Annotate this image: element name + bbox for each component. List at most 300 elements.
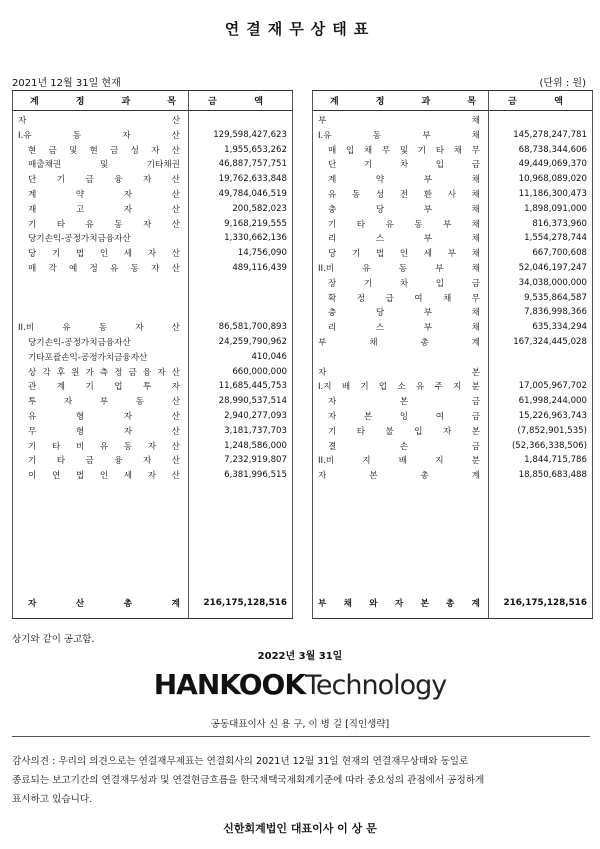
account-name-part: 자 [63, 397, 73, 408]
table-row [312, 365, 593, 379]
account-name-part: 기 [351, 249, 361, 260]
account-name-part: 채 [471, 249, 480, 260]
table-row [312, 113, 593, 127]
account-name-part: 총 [420, 338, 429, 348]
account-name-part: 자 [123, 204, 133, 215]
header-char: 계 [30, 97, 39, 107]
account-label [12, 144, 184, 156]
account-name-part: 타 [56, 456, 66, 467]
account-label [12, 395, 184, 407]
account-label [312, 410, 484, 422]
account-name-part: 총 [446, 599, 455, 609]
account-name-part: 금 [110, 145, 119, 156]
account-name-part: 기 [328, 426, 337, 437]
account-label [312, 469, 484, 481]
account-name-part: 급 [385, 293, 394, 304]
account-name-part: 손 [399, 441, 409, 452]
account-amount: 14,756,090 [237, 248, 287, 259]
account-name-part: 동 [351, 190, 361, 200]
account-name-part: 가 [85, 367, 94, 378]
table-row [12, 246, 293, 260]
account-amount: 1,330,662,136 [224, 233, 287, 244]
account-amount: 18,850,683,488 [518, 470, 587, 481]
account-name-part: 입 [414, 426, 423, 437]
account-name-part: 기 [363, 278, 373, 289]
account-name-part: 법 [75, 471, 85, 482]
account-amount: 667,700,608 [532, 248, 587, 259]
table-row [312, 246, 593, 260]
account-name-part: 융 [114, 175, 123, 186]
account-name-part: 본 [471, 426, 480, 437]
account-name-part: 인 [99, 471, 109, 482]
account-name-part: 동 [372, 130, 382, 141]
account-name-part: 본 [420, 599, 429, 609]
ceo-line: 공동대표이사 신 용 구, 이 병 길 [직인생략] [210, 719, 390, 730]
account-amount: 129,598,427,623 [213, 129, 287, 140]
account-name-part: 금 [471, 441, 480, 452]
account-name-part: 채 [471, 175, 480, 186]
account-name-part: 부 [442, 219, 452, 230]
account-name-part: 채 [442, 293, 452, 304]
account-name-part: 기 [51, 249, 61, 260]
account-name-part: 채 [369, 338, 378, 348]
account-amount: 49,449,069,370 [518, 159, 587, 170]
account-name-part: 계 [471, 471, 480, 482]
account-name-part: 부 [423, 204, 433, 215]
account-name-part: 예 [69, 264, 78, 274]
table-row [12, 143, 293, 157]
account-amount: 49,784,046,519 [218, 189, 287, 199]
account-name-part: 재 [28, 204, 37, 215]
account-label [12, 440, 184, 452]
account-label [12, 410, 184, 422]
account-name-part: 매출채권 [28, 160, 62, 171]
table-row [12, 379, 293, 393]
account-label [312, 380, 484, 392]
account-name-part: 유 [28, 412, 37, 422]
account-name-part: 지 [435, 456, 444, 467]
account-name-part: 무 [471, 293, 480, 304]
table-row [312, 172, 593, 186]
header-char: 액 [254, 97, 263, 107]
account-label [312, 144, 484, 156]
account-name-part: 채 [471, 234, 480, 245]
account-label [12, 173, 184, 185]
account-name-part: 비 [75, 441, 85, 452]
table-row [12, 128, 293, 142]
account-name-part: 산 [171, 456, 180, 467]
table-row [312, 379, 593, 393]
account-label [12, 188, 184, 200]
account-amount: 145,278,247,781 [513, 129, 587, 140]
table-row [312, 231, 593, 245]
account-label [12, 425, 184, 437]
section-label-part: 본 [471, 367, 480, 378]
account-name-part: 계 [471, 599, 480, 609]
account-name-part: 채 [471, 190, 480, 200]
account-name-part: 차 [399, 278, 409, 289]
account-name-part: 자 [142, 219, 152, 230]
table-row [312, 217, 593, 231]
account-amount: 2,940,277,093 [224, 411, 287, 421]
table-header [12, 91, 293, 111]
account-name-part: 자 [123, 190, 133, 200]
account-name-part: 인 [399, 249, 409, 260]
account-amount: (7,852,901,535) [517, 425, 587, 436]
account-name-part: 금 [471, 278, 480, 289]
account-name-part: 채 [471, 323, 480, 334]
header-char: 계 [330, 97, 339, 107]
account-name-part: 연 [51, 471, 61, 482]
account-name-part: 정 [356, 293, 366, 304]
audit-line: 감사의견 : 우리의 의견으로는 연결재무제표는 연결회사의 2021년 12월 31일 현재의 연결재무상태와 동일로 [12, 756, 469, 767]
account-name-part: 성 [130, 145, 139, 156]
account-name-part: 약 [75, 190, 85, 200]
table-row [312, 409, 593, 423]
table-row [12, 335, 293, 349]
account-name-part: 산 [171, 130, 180, 141]
account-amount: 1,898,091,000 [524, 203, 587, 214]
account-name-part: 산 [171, 426, 180, 437]
account-name-part: 확 [328, 293, 337, 304]
account-name-part: 부 [435, 264, 444, 274]
account-name-part: 부 [99, 397, 109, 408]
account-amount: 17,005,967,702 [518, 381, 587, 392]
table-row [312, 320, 593, 334]
account-name-part: 유 [110, 264, 119, 274]
account-amount: 1,844,715,786 [524, 455, 587, 466]
account-name-part: 이 [28, 471, 37, 482]
account-name-part: 산 [171, 412, 180, 422]
assets-total-row [12, 596, 293, 610]
account-name-part: 기 [28, 219, 37, 230]
total-amount: 216,175,128,516 [203, 598, 287, 608]
account-label [12, 351, 184, 363]
account-name-part: 매 [328, 145, 337, 156]
account-name-part: 정 [89, 264, 98, 274]
account-name-part: 성 [375, 190, 385, 200]
account-name-part: II.비 [18, 323, 35, 334]
account-name-part: 자 [122, 130, 131, 141]
account-name-part: 무 [28, 426, 37, 437]
table-row [312, 305, 593, 319]
account-name-part: 금 [85, 175, 94, 186]
account-name-part: 입 [345, 145, 355, 156]
account-name-part: 지 [362, 456, 371, 467]
account-name-part: 원 [71, 367, 80, 378]
account-label [312, 188, 484, 200]
account-name-part: 금 [471, 397, 480, 408]
table-row [12, 157, 293, 171]
account-name-part: 무 [471, 145, 480, 156]
account-amount: 68,738,344,606 [518, 144, 587, 155]
account-label [12, 218, 184, 230]
table-row [12, 276, 293, 290]
header-char: 과 [121, 97, 131, 107]
account-name-part: 와 [369, 599, 378, 609]
account-name-part: 산 [75, 599, 85, 609]
header-char: 목 [167, 97, 176, 107]
account-name-part: 투 [142, 382, 152, 393]
account-label [312, 306, 484, 318]
account-label [12, 454, 184, 466]
account-label [312, 277, 484, 289]
account-name-part: 소 [397, 382, 406, 393]
table-row [312, 202, 593, 216]
account-name-part: 및 [69, 145, 78, 156]
account-name-part: 자 [151, 145, 160, 156]
report-date: 2021년 12월 31일 현재 [12, 78, 121, 89]
account-name-part: 자 [147, 471, 156, 482]
table-row [12, 113, 293, 127]
account-name-part: 스 [375, 323, 385, 334]
account-name-part: 당 [328, 249, 337, 260]
account-name-part: 동 [72, 130, 82, 141]
company-logo [0, 668, 600, 701]
account-name-part: 및 [99, 160, 109, 171]
section-label-part: 자 [18, 116, 27, 126]
account-name-part: 계 [56, 382, 66, 393]
account-name-part: 입 [435, 278, 445, 289]
account-label [12, 232, 184, 244]
account-amount: 28,990,537,514 [218, 396, 287, 407]
account-amount: 3,181,737,703 [224, 425, 287, 436]
account-amount: 1,955,653,262 [224, 144, 287, 155]
account-name-part: 타 [56, 219, 66, 230]
account-amount: 61,998,244,000 [518, 396, 587, 407]
account-amount: 200,582,023 [232, 203, 287, 214]
account-amount: 167,324,445,028 [513, 337, 587, 347]
account-name-part: 산 [171, 190, 180, 200]
account-name-part: 금 [85, 456, 94, 467]
account-amount: 11,186,300,473 [518, 189, 587, 199]
total-amount: 216,175,128,516 [503, 598, 587, 608]
account-name-part: 동 [123, 441, 133, 452]
account-name-part: 계 [328, 175, 337, 186]
table-row [12, 261, 293, 275]
account-name-part: 자 [328, 397, 337, 408]
account-label [312, 321, 484, 333]
account-name-part: 산 [171, 204, 180, 215]
account-name-part: 충 [328, 308, 337, 319]
account-name-part: 자 [171, 382, 180, 393]
account-name-part: 채 [363, 145, 373, 156]
account-label [12, 469, 184, 481]
account-amount: 9,535,864,587 [524, 292, 587, 303]
account-name-part: 융 [142, 367, 152, 378]
table-row [312, 468, 593, 482]
account-name-part: 당 [375, 204, 385, 215]
table-row [12, 424, 293, 438]
account-label [312, 247, 484, 259]
account-name-part: 전 [399, 190, 409, 200]
account-name-part: 타 [356, 219, 366, 230]
account-name-part: 채 [471, 264, 480, 274]
account-name-part: 기타채권 [146, 160, 180, 171]
account-name-part: 분 [471, 382, 480, 393]
account-name-part: 업 [378, 382, 388, 393]
account-name-part: 채 [453, 145, 462, 156]
account-name-part: 환 [423, 190, 433, 200]
account-name-part: 본 [369, 471, 378, 482]
account-amount: 46,887,757,751 [218, 159, 287, 170]
account-name-part: 자 [151, 264, 160, 274]
account-name-part: 부 [422, 130, 431, 141]
account-name-part: 스 [375, 234, 385, 245]
account-amount: 7,836,998,366 [524, 307, 587, 318]
account-label [12, 203, 184, 215]
account-name-part: 형 [75, 412, 85, 422]
account-name-part: 채 [471, 308, 480, 319]
account-label [12, 262, 184, 274]
table-row [12, 468, 293, 482]
account-name-part: 채 [343, 599, 352, 609]
account-amount: (52,366,338,506) [511, 440, 587, 451]
account-name-part: 관 [28, 382, 37, 393]
account-name-part: 채 [471, 204, 480, 215]
account-amount: 410,046 [251, 351, 287, 362]
account-name-part: 당 [375, 308, 385, 319]
account-name-part: 각 [42, 367, 51, 378]
account-name-part: 단 [328, 160, 337, 171]
table-row [12, 394, 293, 408]
account-name-part: 총 [123, 599, 133, 609]
table-row [12, 305, 293, 319]
account-name-part: 주 [434, 382, 443, 393]
account-name-part: 자 [123, 412, 133, 422]
account-amount: 24,259,790,962 [218, 337, 287, 347]
table-row [12, 453, 293, 467]
account-label [312, 454, 484, 466]
account-name-part: II.비 [318, 264, 335, 274]
account-name-part: 잉 [399, 412, 409, 422]
header-char: 금 [508, 97, 517, 107]
account-label [312, 114, 484, 126]
header-char: 정 [375, 97, 385, 107]
account-amount: 6,381,996,515 [224, 470, 287, 481]
table-row [12, 291, 293, 305]
page-title: 연결재무상태표 [224, 20, 376, 38]
table-row [12, 187, 293, 201]
account-name-part: 본 [399, 397, 409, 408]
account-name-part: 계 [171, 599, 180, 609]
table-row [312, 276, 593, 290]
account-name-part: 융 [114, 456, 123, 467]
account-name-part: 무 [381, 145, 391, 156]
account-name-part: II.비 [318, 456, 335, 467]
account-name-part: 약 [375, 175, 385, 186]
account-name-part: I.유 [18, 130, 32, 141]
account-name-part: 기 [28, 456, 37, 467]
section-label-part: 산 [171, 116, 180, 126]
account-name-part: 산 [171, 323, 180, 334]
liabilities-equity-table [312, 90, 593, 619]
logo-bold-text: HANKOOK [153, 668, 306, 701]
account-name-part: 매 [28, 264, 37, 274]
account-name-part: 부 [447, 249, 456, 260]
section-label-part: 자 [318, 367, 327, 378]
account-name-part: 동 [114, 219, 123, 230]
account-name-part: 유 [99, 441, 109, 452]
account-name-part: 분 [471, 456, 480, 467]
account-name-part: 자 [442, 426, 452, 437]
account-name-part: 타 [356, 426, 366, 437]
account-name-part: 계 [28, 190, 37, 200]
header-char: 금 [208, 97, 217, 107]
account-name-part: 금 [471, 160, 480, 171]
table-header [312, 91, 593, 111]
publication-date: 2022년 3월 31일 [257, 651, 343, 662]
audit-line: 종료되는 보고기간의 연결재무성과 및 연결현금흐름을 한국채택국제회계기준에 따라 중요성의 관점에서 공정하게 [12, 775, 485, 786]
account-name-part: 유 [362, 264, 371, 274]
account-amount: 7,232,919,807 [224, 455, 287, 466]
header-char: 정 [75, 97, 85, 107]
account-name-part: 측 [99, 367, 109, 378]
account-amount: 15,226,963,743 [518, 411, 587, 421]
account-name-part: 투 [28, 397, 37, 408]
account-name-part: 부 [318, 338, 327, 348]
account-name-part: 산 [171, 249, 180, 260]
account-name-part: 여 [414, 293, 423, 304]
account-name-part: 부 [423, 234, 433, 245]
table-row [12, 217, 293, 231]
account-name-part: 자 [142, 175, 152, 186]
account-label [312, 218, 484, 230]
account-name-part: 부 [318, 599, 327, 609]
account-name: 당기손익-공정가치금융자산 [28, 234, 131, 245]
account-name-part: 금 [48, 145, 57, 156]
table-row [12, 350, 293, 364]
account-name-part: 형 [75, 426, 85, 437]
section-label-part: 채 [471, 116, 480, 126]
account-label [12, 321, 184, 333]
account-amount: 660,000,000 [232, 366, 287, 377]
account-name-part: 단 [28, 175, 37, 186]
notice-text: 상기와 같이 공고함. [12, 634, 95, 645]
account-name-part: 세 [123, 471, 133, 482]
account-name-part: 당 [28, 249, 37, 260]
account-label [12, 380, 184, 392]
account-label [312, 232, 484, 244]
account-name-part: 지 [453, 382, 462, 393]
account-name-part: 불 [385, 426, 394, 437]
account-name-part: 현 [28, 145, 37, 156]
account-name-part: 자 [318, 471, 327, 482]
account-label [312, 395, 484, 407]
account-label [12, 366, 184, 378]
account-name-part: I.유 [318, 130, 332, 141]
account-amount: 9,168,219,555 [224, 218, 287, 229]
audit-line: 표시하고 있습니다. [12, 794, 93, 805]
account-name-part: 산 [171, 145, 180, 156]
account-name-part: 유 [62, 323, 71, 334]
header-char: 액 [554, 97, 563, 107]
table-row [312, 424, 593, 438]
account-name-part: 충 [328, 204, 337, 215]
account-name-part: 배 [398, 456, 408, 467]
account-name-part: 유 [85, 219, 94, 230]
account-label [12, 158, 184, 170]
total-label [12, 597, 184, 609]
account-name-part: 세 [123, 249, 133, 260]
account-name-part: 정 [114, 367, 123, 378]
account-name-part: 본 [363, 412, 373, 422]
account-label [312, 425, 484, 437]
account-name-part: 산 [171, 264, 180, 274]
account-name-part: 배 [341, 382, 351, 393]
table-row [12, 231, 293, 245]
table-row [312, 350, 593, 364]
